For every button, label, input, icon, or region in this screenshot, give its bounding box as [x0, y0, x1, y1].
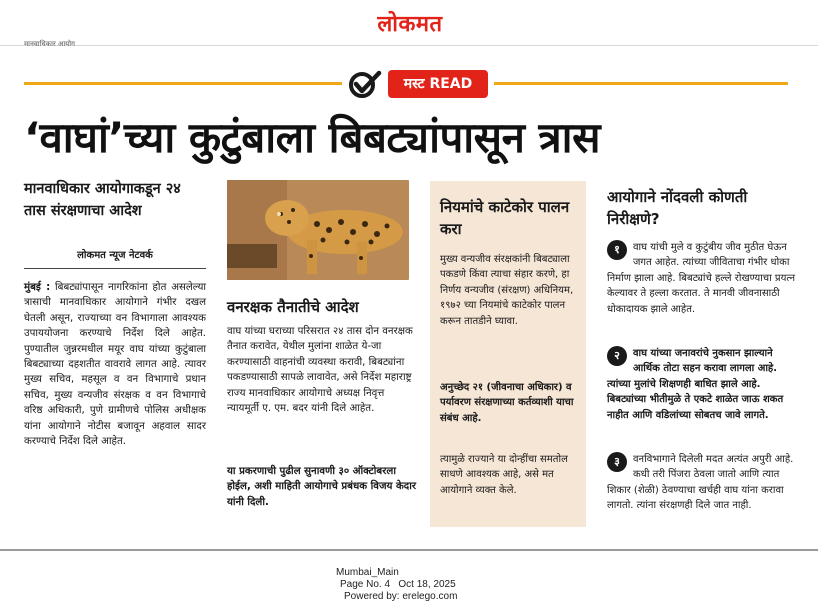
observation-number-badge: १ [607, 240, 627, 260]
observation-text: वाघ यांच्या जनावरांचे नुकसान झाल्याने आर्थिक तोटा सहन करावा लागला आहे. त्यांच्या मुलांचे शिक्षणही बाधित झाले आहे. बिबट्यांच्या भीतीमुळे ते एकटे शाळेत जाऊ शकत नाहीत आणि वडिलांच्या सोबतच जावे लागते. [607, 348, 784, 421]
powered-by: Powered by: erelego.com [344, 591, 458, 602]
edition-date: Oct 18, 2025 [398, 579, 456, 590]
sidebar-box-paragraph-2: अनुच्छेद २१ (जीवनाचा अधिकार) व पर्यावरण संरक्षणाच्या कर्तव्याशी याचा संबंध आहे. [440, 382, 574, 424]
masthead-fragment: मानवाधिकार आयोग [24, 40, 75, 48]
observation-number-badge: २ [607, 346, 627, 366]
edition-name: Mumbai_Main [336, 567, 399, 578]
newspaper-logo: लोकमत [377, 11, 443, 37]
check-icon [348, 70, 382, 100]
page-headline: ‘वाघां’च्या कुटुंबाला बिबट्यांपासून त्रास [24, 113, 600, 162]
article-body-text: बिबट्यांपासून नागरिकांना होत असलेल्या त्रासाची मानवाधिकार आयोगाने गंभीर दखल घेतली असून, राज्याच्या वन विभागाला आवश्यक उपाययोजना करण्याचे निर्देश दिले आहेत. पुण्यातील जुन्नरमधील मयूर वाघ यांच्या कुटुंबाला बिबट्याच्या दहशतीत वावरावे लागत आहे. त्यावर मुख्य सचिव, महसूल व वन विभागाचे प्रधान सचिव, मुख्य वन्यजीव संरक्षक व वन विभागाचे वरिष्ठ अधिकारी, पुणे ग्रामीणचे पोलिस अधीक्षक यांना आयोगाने नोटीस बजावून अहवाल सादर करण्याचे निर्देश दिले आहेत. [24, 282, 206, 448]
observation-number-badge: ३ [607, 452, 627, 472]
observation-text: वनविभागाने दिलेली मदत अत्यंत अपुरी आहे. कधी तरी पिंजरा ठेवला जातो आणि त्यात शिकार (शेळी) ठेवण्याचा खर्चही वाघ यांना करावा लागतो. त्यांना संरक्षणही दिले जात नाही. [607, 454, 794, 512]
guard-order-body: वाघ यांच्या घराच्या परिसरात २४ तास दोन वनरक्षक तैनात करावेत, येथील मुलांना शाळेत ये-जा करण्यासाठी वाहनांची व्यवस्था करावी, बिबट्यांना पकडण्यासाठी सापळे लावावेत, असे निर्देश महाराष्ट्र राज्य मानवाधिकार आयोगाचे अध्यक्ष निवृत्त न्यायमूर्ती ए. एम. बदर यांनी दिले आहेत. [227, 326, 413, 415]
article-body-main [24, 280, 206, 449]
page-footer [320, 567, 500, 603]
page-bottom-rule [0, 549, 818, 551]
byline: लोकमत न्यूज नेटवर्क [77, 250, 153, 261]
article-subhead [24, 178, 206, 222]
sidebar-box-paragraph-1: मुख्य वन्यजीव संरक्षकांनी बिबट्याला पकडणे किंवा त्याचा संहार करणे, हा निर्णय वन्यजीव (संरक्षण) अधिनियम, १९७२ च्या नियमांचे काटेकोर पालन करून तातडीने घ्यावा. [440, 254, 574, 327]
observation-item [607, 452, 797, 514]
observation-item [607, 346, 797, 423]
byline-divider [24, 268, 206, 269]
sidebar-box-title: नियमांचे काटेकोर पालन करा [440, 198, 570, 238]
sidebar-box-paragraph-3: त्यामुळे राज्याने या दोन्हींचा समतोल साधणे आवश्यक आहे, असे मत आयोगाने व्यक्त केले. [440, 454, 568, 496]
observations-title: आयोगाने नोंदवली कोणती निरीक्षणे? [607, 188, 748, 228]
page-number: Page No. 4 [340, 579, 391, 590]
subhead-title: मानवाधिकार आयोगाकडून २४ तास संरक्षणाचा आदेश [24, 181, 181, 219]
observation-item [607, 240, 797, 317]
page-info [320, 579, 500, 591]
leopard-photo [227, 180, 409, 280]
must-read-band-left [24, 82, 342, 85]
must-read-badge: मस्ट READ [388, 70, 488, 98]
masthead [0, 0, 818, 46]
section-title-guard-order: वनरक्षक तैनातीचे आदेश [227, 298, 359, 316]
must-read-band-right [494, 82, 788, 85]
observation-text: वाघ यांची मुले व कुटुंबीय जीव मुठीत घेऊन जगत आहेत. त्यांच्या जीविताचा गंभीर धोका निर्माण झाला आहे. बिबट्यांचे हल्ले रोखण्याचा प्रयत्न केल्यावर ते हल्ला करतात. ते मानवी जीवनासाठी धोकादायक झाले आहेत. [607, 242, 795, 315]
hearing-note: या प्रकरणाची पुढील सुनावणी ३० ऑक्टोबरला होईल, अशी माहिती आयोगाचे प्रबंधक विजय केदार यांनी दिली. [227, 466, 416, 508]
dateline: मुंबई : [24, 282, 51, 293]
